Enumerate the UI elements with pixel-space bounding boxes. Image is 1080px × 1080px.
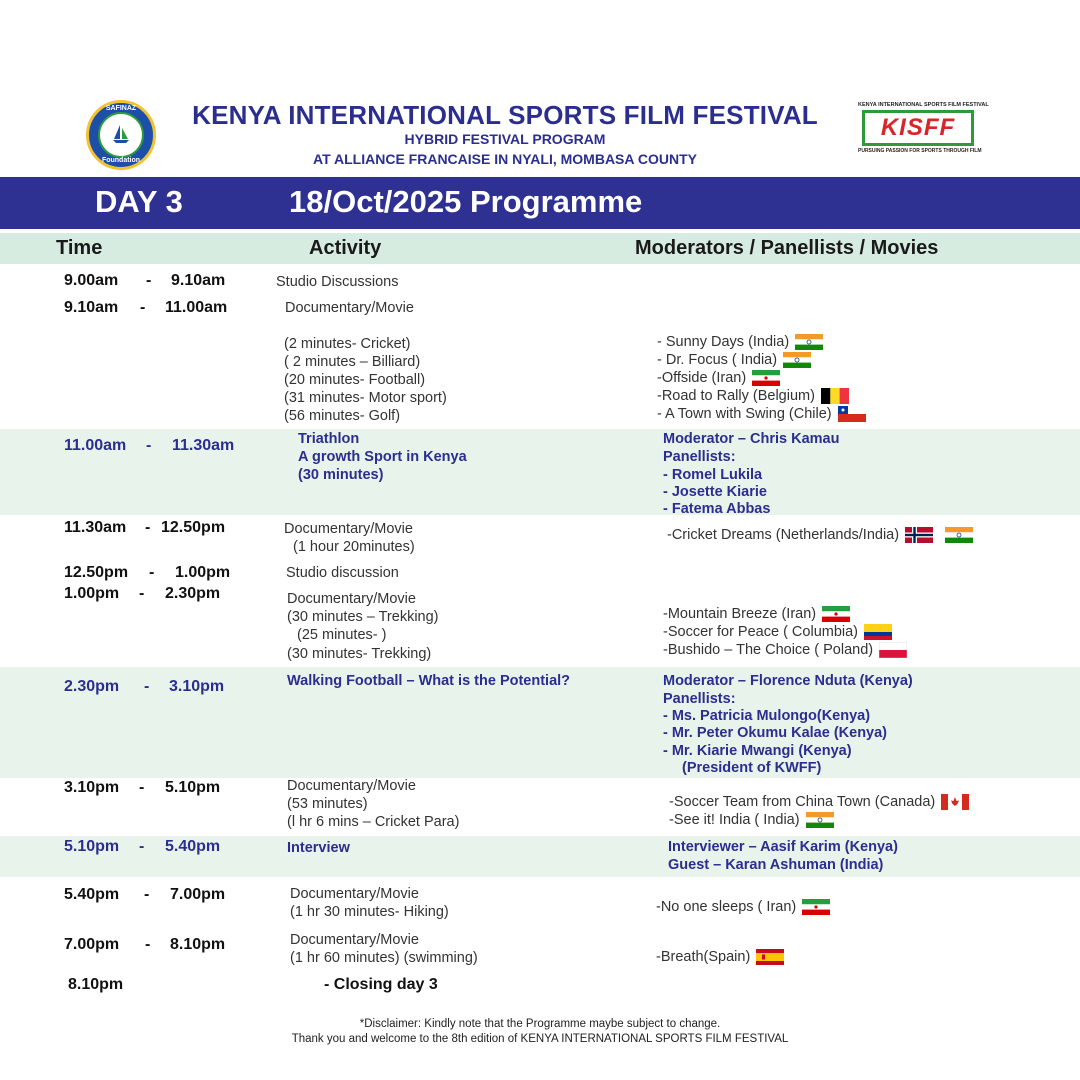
row9-start: 5.10pm (64, 838, 120, 855)
row2-activity: Documentary/Movie (285, 300, 414, 316)
row6-end: 2.30pm (165, 585, 221, 602)
belgium-flag-icon (821, 388, 849, 404)
column-header-activity: Activity (309, 237, 382, 259)
row3-activity-subtitle: A growth Sport in Kenya (298, 449, 467, 465)
row1-activity: Studio Discussions (276, 274, 399, 290)
logo-inner-circle (98, 112, 144, 158)
row10-sep: - (144, 886, 150, 903)
row10-start: 5.40pm (64, 886, 120, 903)
row3-panellists-label: Panellists: (663, 449, 736, 465)
row7-end: 3.10pm (169, 678, 225, 695)
movie-title: - Dr. Focus ( India) (657, 352, 778, 368)
row2-movie (657, 405, 866, 423)
row5-end: 1.00pm (175, 564, 231, 581)
movie-title: -Soccer for Peace ( Columbia) (663, 624, 859, 640)
row2-movie (657, 369, 780, 387)
row4-end: 12.50pm (161, 519, 226, 536)
row2-detail: (56 minutes- Golf) (284, 408, 401, 424)
row7-moderator: Moderator – Florence Nduta (Kenya) (663, 673, 913, 689)
row10-activity: Documentary/Movie (290, 886, 419, 902)
banner-day: DAY 3 (95, 184, 183, 219)
row2-detail: ( 2 minutes – Billiard) (284, 354, 421, 370)
row7-sep: - (144, 678, 150, 695)
row6-movie (663, 623, 892, 641)
row9-sep: - (139, 838, 145, 855)
festival-title: KENYA INTERNATIONAL SPORTS FILM FESTIVAL (192, 100, 818, 130)
row11-activity: Documentary/Movie (290, 932, 419, 948)
banner-date: 18/Oct/2025 Programme (289, 184, 643, 219)
row6-sep: - (139, 585, 145, 602)
row4-start: 11.30am (64, 519, 127, 536)
row4-sep: - (145, 519, 151, 536)
movie-title: -No one sleeps ( Iran) (656, 899, 797, 915)
row10-movie (656, 898, 830, 916)
canada-flag-icon (941, 794, 969, 810)
kisff-logo-box (862, 110, 974, 146)
row11-end: 8.10pm (170, 936, 226, 953)
row8-detail: (53 minutes) (287, 796, 368, 812)
row7-panellist: - Ms. Patricia Mulongo(Kenya) (663, 708, 871, 724)
row3-start: 11.00am (64, 437, 127, 454)
row10-end: 7.00pm (170, 886, 226, 903)
india-flag-icon (795, 334, 823, 350)
row9-end: 5.40pm (165, 838, 221, 855)
row12-activity: - Closing day 3 (324, 976, 438, 993)
safinaz-foundation-logo (86, 100, 156, 170)
column-header-moderators: Moderators / Panellists / Movies (635, 237, 939, 259)
kisff-logo-top-text: KENYA INTERNATIONAL SPORTS FILM FESTIVAL (858, 102, 989, 108)
poland-flag-icon (879, 642, 907, 658)
row4-detail: (1 hour 20minutes) (293, 539, 415, 555)
kisff-logo-tagline: PURSUING PASSION FOR SPORTS THROUGH FILM (858, 148, 982, 154)
colombia-flag-icon (864, 624, 892, 640)
movie-title: -Cricket Dreams (Netherlands/India) (667, 527, 900, 543)
movie-title: - A Town with Swing (Chile) (657, 406, 832, 422)
row5-sep: - (149, 564, 155, 581)
row8-start: 3.10pm (64, 779, 120, 796)
row4-movie (667, 526, 973, 544)
row6-movie (663, 641, 907, 659)
row2-detail: (31 minutes- Motor sport) (284, 390, 447, 406)
row5-start: 12.50pm (64, 564, 129, 581)
row6-movie (663, 605, 850, 623)
row2-sep: - (140, 299, 146, 316)
row9-interviewer: Interviewer – Aasif Karim (Kenya) (668, 839, 898, 855)
row8-movie (669, 793, 969, 811)
footer-welcome: Thank you and welcome to the 8th edition of KENYA INTERNATIONAL SPORTS FILM FESTIVAL (291, 1033, 789, 1045)
row3-end: 11.30am (172, 437, 235, 454)
norway-flag-icon (905, 527, 933, 543)
festival-subtitle-venue: AT ALLIANCE FRANCAISE IN NYALI, MOMBASA COUNTY (313, 151, 697, 167)
row3-panellist: - Josette Kiarie (663, 484, 767, 500)
row6-activity: Documentary/Movie (287, 591, 416, 607)
chile-flag-icon (838, 406, 866, 422)
column-header-time: Time (56, 237, 103, 259)
kisff-logo-mark: KISFF (880, 114, 956, 141)
iran-flag-icon (802, 899, 830, 915)
row11-start: 7.00pm (64, 936, 120, 953)
row8-detail: (l hr 6 mins – Cricket Para) (287, 814, 460, 830)
row3-activity-duration: (30 minutes) (298, 467, 384, 483)
row3-activity-title: Triathlon (298, 431, 360, 447)
row5-activity: Studio discussion (286, 565, 399, 581)
row8-end: 5.10pm (165, 779, 221, 796)
row11-sep: - (145, 936, 151, 953)
india-flag-icon (945, 527, 973, 543)
row3-panellist: - Fatema Abbas (663, 501, 771, 517)
row3-moderator: Moderator – Chris Kamau (663, 431, 840, 447)
footer-disclaimer: *Disclaimer: Kindly note that the Programme maybe subject to change. (359, 1018, 721, 1030)
logo-bottom-text: Foundation (101, 157, 141, 164)
row7-panellist-role: (President of KWFF) (682, 760, 822, 776)
row1-sep: - (146, 272, 152, 289)
iran-flag-icon (752, 370, 780, 386)
row2-end: 11.00am (165, 299, 228, 316)
row11-detail: (1 hr 60 minutes) (swimming) (290, 950, 478, 966)
row6-detail: (30 minutes – Trekking) (287, 609, 439, 625)
movie-title: -Soccer Team from China Town (Canada) (669, 794, 936, 810)
row2-movie (657, 333, 823, 351)
row2-detail: (20 minutes- Football) (284, 372, 426, 388)
row11-movie (656, 948, 784, 966)
row6-start: 1.00pm (64, 585, 120, 602)
row2-movie (657, 351, 811, 369)
row7-panellists-label: Panellists: (663, 691, 736, 707)
row9-guest: Guest – Karan Ashuman (India) (668, 857, 884, 873)
row2-movie (657, 387, 849, 405)
row9-activity: Interview (287, 840, 350, 856)
iran-flag-icon (822, 606, 850, 622)
movie-title: -See it! India ( India) (669, 812, 800, 828)
row2-detail: (2 minutes- Cricket) (284, 336, 411, 352)
row8-movie (669, 811, 834, 829)
row7-panellist: - Mr. Kiarie Mwangi (Kenya) (663, 743, 852, 759)
row3-sep: - (146, 437, 152, 454)
row1-start: 9.00am (64, 272, 119, 289)
movie-title: -Breath(Spain) (656, 949, 751, 965)
row3-panellist: - Romel Lukila (663, 467, 763, 483)
row7-activity: Walking Football – What is the Potential? (287, 673, 571, 689)
kisff-logo (858, 102, 989, 162)
row7-panellist: - Mr. Peter Okumu Kalae (Kenya) (663, 725, 888, 741)
row1-end: 9.10am (171, 272, 226, 289)
row12-time: 8.10pm (68, 976, 124, 993)
row7-start: 2.30pm (64, 678, 120, 695)
row8-activity: Documentary/Movie (287, 778, 416, 794)
movie-title: -Mountain Breeze (Iran) (663, 606, 817, 622)
movie-title: -Offside (Iran) (657, 370, 747, 386)
sailboat-icon (112, 124, 130, 144)
row-band-interview (0, 836, 1080, 877)
row2-start: 9.10am (64, 299, 119, 316)
india-flag-icon (783, 352, 811, 368)
spain-flag-icon (756, 949, 784, 965)
india-flag-icon (806, 812, 834, 828)
movie-title: -Road to Rally (Belgium) (657, 388, 815, 404)
row4-activity: Documentary/Movie (284, 521, 413, 537)
logo-top-text: SAFINAZ (105, 105, 137, 112)
row8-sep: - (139, 779, 145, 796)
festival-subtitle-program: HYBRID FESTIVAL PROGRAM (404, 131, 606, 147)
row-band-triathlon (0, 429, 1080, 515)
row10-detail: (1 hr 30 minutes- Hiking) (290, 904, 449, 920)
row6-detail: (30 minutes- Trekking) (287, 646, 432, 662)
movie-title: - Sunny Days (India) (657, 334, 790, 350)
row6-detail: (25 minutes- ) (297, 627, 387, 643)
movie-title: -Bushido – The Choice ( Poland) (663, 642, 874, 658)
